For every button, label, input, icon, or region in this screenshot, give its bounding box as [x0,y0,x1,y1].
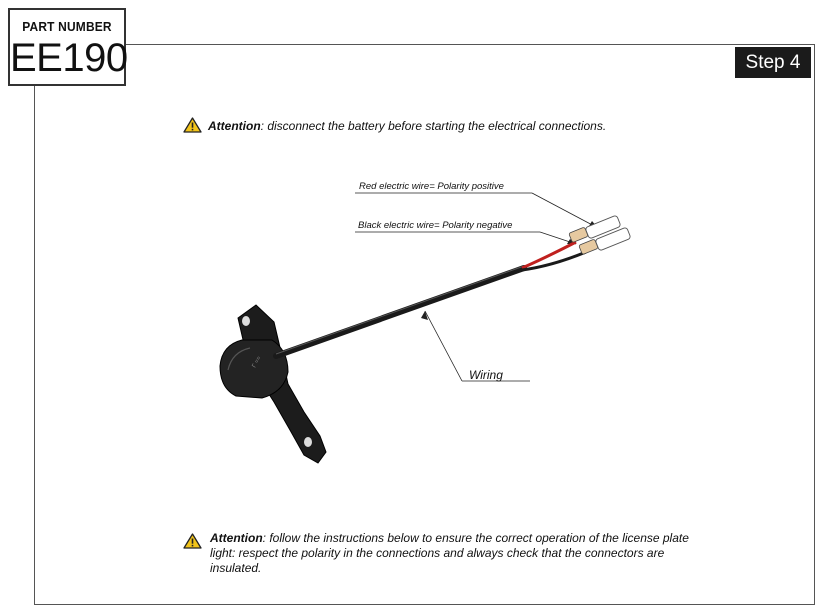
attention-heading: Attention [208,119,261,133]
attention-text: : follow the instructions below to ensure the correct operation of the license plate light: respect the polarity in the connections and always check that the connectors are insulated. [210,531,689,575]
warning-icon [183,533,202,553]
part-number-label: PART NUMBER [22,19,112,34]
warning-icon [183,117,202,136]
step-badge: Step 4 [735,47,811,78]
part-number-box [8,8,126,86]
attention-text: : disconnect the battery before starting the electrical connections. [260,119,607,133]
red-wire-callout: Red electric wire= Polarity positive [359,181,504,192]
wiring-callout: Wiring [469,368,503,382]
attention-heading: Attention [210,531,263,545]
svg-text:Γ ==: Γ == [251,355,263,369]
attention-top [183,117,606,136]
part-number-value: EE190 [10,36,128,80]
attention-bottom [183,531,703,576]
black-wire-callout: Black electric wire= Polarity negative [358,220,513,231]
